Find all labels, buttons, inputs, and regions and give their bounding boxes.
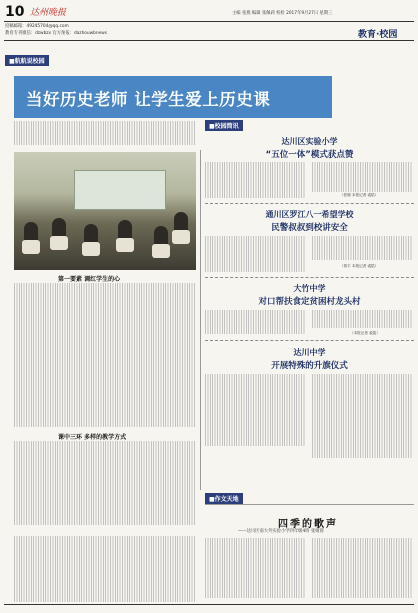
column-divider (200, 150, 201, 490)
essay-title: 四季的歌声 (278, 519, 338, 530)
news-1-body-right (312, 162, 412, 192)
news-2-title-line1: 通川区罗江八一希望学校 (265, 210, 354, 219)
essay-body-right (312, 538, 412, 602)
feature-headline: 当好历史老师 让学生爱上历史课 (26, 90, 271, 109)
contact-email: 投稿邮箱：49245704@qq.com (5, 24, 69, 29)
header-rule (4, 21, 414, 22)
news-3-byline: （本报记者 裘铭） (350, 331, 380, 335)
news-2-body-left (205, 236, 305, 272)
news-1-title-line1: 达川区实验小学 (281, 137, 338, 146)
essay-label: ■作文天地 (205, 493, 243, 504)
news-1-title-line2: “五位一体”模式获点赞 (265, 150, 354, 160)
news-4-body-left (205, 374, 305, 446)
feature-intro (14, 121, 196, 149)
footer-rule (4, 604, 414, 605)
news-divider (205, 340, 414, 341)
feature-body-1 (14, 283, 196, 429)
news-1-body-left (205, 162, 305, 198)
news-2-byline: （郭宇 本报记者 裘铭） (340, 264, 379, 268)
news-divider (205, 203, 414, 204)
masthead-logo: 达州晚报 (30, 8, 67, 18)
header-meta: 主编 张燕 编辑 张佩莉 校检 2017年9月27日 星期三 (232, 11, 333, 16)
subhead-1: 第一要素 调红学生的心 (58, 276, 121, 283)
news-3-title-line1: 大竹中学 (293, 284, 326, 293)
essay-rule (205, 504, 414, 505)
news-label: ■校园简讯 (205, 120, 243, 131)
column-label: ■航航说校园 (5, 55, 49, 66)
classroom-photo (14, 152, 196, 270)
news-divider (205, 277, 414, 278)
news-1-byline: （张刚 本报记者 裘铭） (340, 193, 379, 197)
news-2-title-line2: 民警叔叔到校讲安全 (271, 223, 348, 233)
news-4-title-line1: 达川中学 (293, 348, 326, 357)
news-3-body-left (205, 310, 305, 334)
feature-body-3 (14, 536, 196, 602)
essay-author: ——达川区南大外实验小学四年级4班 张婧蓉 (238, 529, 324, 534)
news-2-body-right (312, 236, 412, 260)
news-4-body-right (312, 374, 412, 458)
section-title: 教育·校园 (358, 30, 398, 40)
feature-body-2 (14, 441, 196, 525)
news-4-title-line2: 开展特殊的升旗仪式 (271, 361, 348, 371)
subhead-2: 课中三环 多样的教学方式 (58, 434, 127, 441)
news-3-body-right (312, 310, 412, 328)
page-number: 10 (5, 4, 25, 20)
news-3-title-line2: 对口帮扶食定贫困村龙头村 (258, 297, 361, 307)
section-rule (4, 40, 414, 41)
contact-wechat: 教育专刊微信：dzwbzx 官方预报：dazhouwbnews (5, 31, 108, 36)
essay-body-left (205, 538, 305, 602)
